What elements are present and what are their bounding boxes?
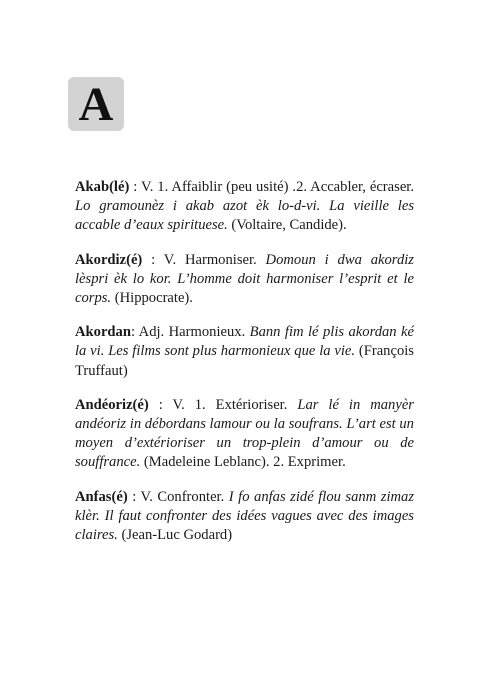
entry-example-creole: Lo gramounèz i akab azot èk lo-d-vi. xyxy=(75,198,330,215)
entry-definition: V. Harmoniser. xyxy=(163,251,266,268)
entry-separator: : xyxy=(142,251,164,268)
entry-separator: : xyxy=(148,396,173,413)
entry-separator: : xyxy=(130,324,139,341)
entry-source: (François Truffaut) xyxy=(75,343,414,379)
entry-headword: Andéoriz(é) xyxy=(75,396,149,413)
entry-headword: Anfas(é) xyxy=(75,488,128,505)
entry-definition: V. 1. Affaiblir (peu usité) .2. Accabler, écraser. xyxy=(141,179,415,195)
entry-source: (Hippocrate). xyxy=(111,290,193,307)
entry-definition: V. 1. Extérioriser. xyxy=(172,396,298,413)
entry-headword: Akab(lé) xyxy=(75,179,130,195)
entry-example-french: La vieille les accable d’eaux spirituese. xyxy=(75,198,414,234)
entry-source: (Madeleine Leblanc). xyxy=(140,454,270,471)
section-letter: A xyxy=(78,78,114,131)
entry-source: (Voltaire, Candide). xyxy=(227,217,347,234)
entry-example-french: Il faut confronter des idées vagues avec des images claires. xyxy=(75,507,414,544)
entry-example-creole: Bann fim lé plis akordan ké la vi. xyxy=(75,324,414,360)
dictionary-entry xyxy=(75,488,414,546)
entry-example-french: Les films sont plus harmonieux que la vie. xyxy=(108,343,356,360)
dictionary-entries xyxy=(75,178,414,560)
entry-headword: Akordan xyxy=(75,324,131,341)
entry-definition: Adj. Harmonieux. xyxy=(138,324,250,341)
entry-source: (Jean-Luc Godard) xyxy=(117,527,233,544)
entry-example-french: L’art est un moyen d’extérioriser un trop-plein d’amour ou de souffrance. xyxy=(75,416,414,471)
entry-separator: : xyxy=(127,488,141,505)
entry-example-creole: Domoun i dwa akordiz lèspri èk lo kor. xyxy=(75,251,414,287)
dictionary-entry xyxy=(75,251,414,309)
entry-separator: : xyxy=(129,179,142,195)
section-letter-box xyxy=(68,77,124,131)
entry-tail: 2. Exprimer. xyxy=(269,454,346,471)
entry-headword: Akordiz(é) xyxy=(75,251,143,268)
entry-example-creole: Lar lé in manyèr andéoriz in débordans lamour ou la soufrans. xyxy=(75,396,414,433)
dictionary-entry xyxy=(75,396,414,473)
dictionary-entry xyxy=(75,178,414,236)
entry-example-french: L’homme doit harmoniser l’esprit et le corps. xyxy=(75,270,414,307)
dictionary-entry xyxy=(75,323,414,381)
entry-example-creole: I fo anfas zidé flou sanm zimaz klèr. xyxy=(75,488,415,524)
entry-definition: V. Confronter. xyxy=(140,488,229,505)
